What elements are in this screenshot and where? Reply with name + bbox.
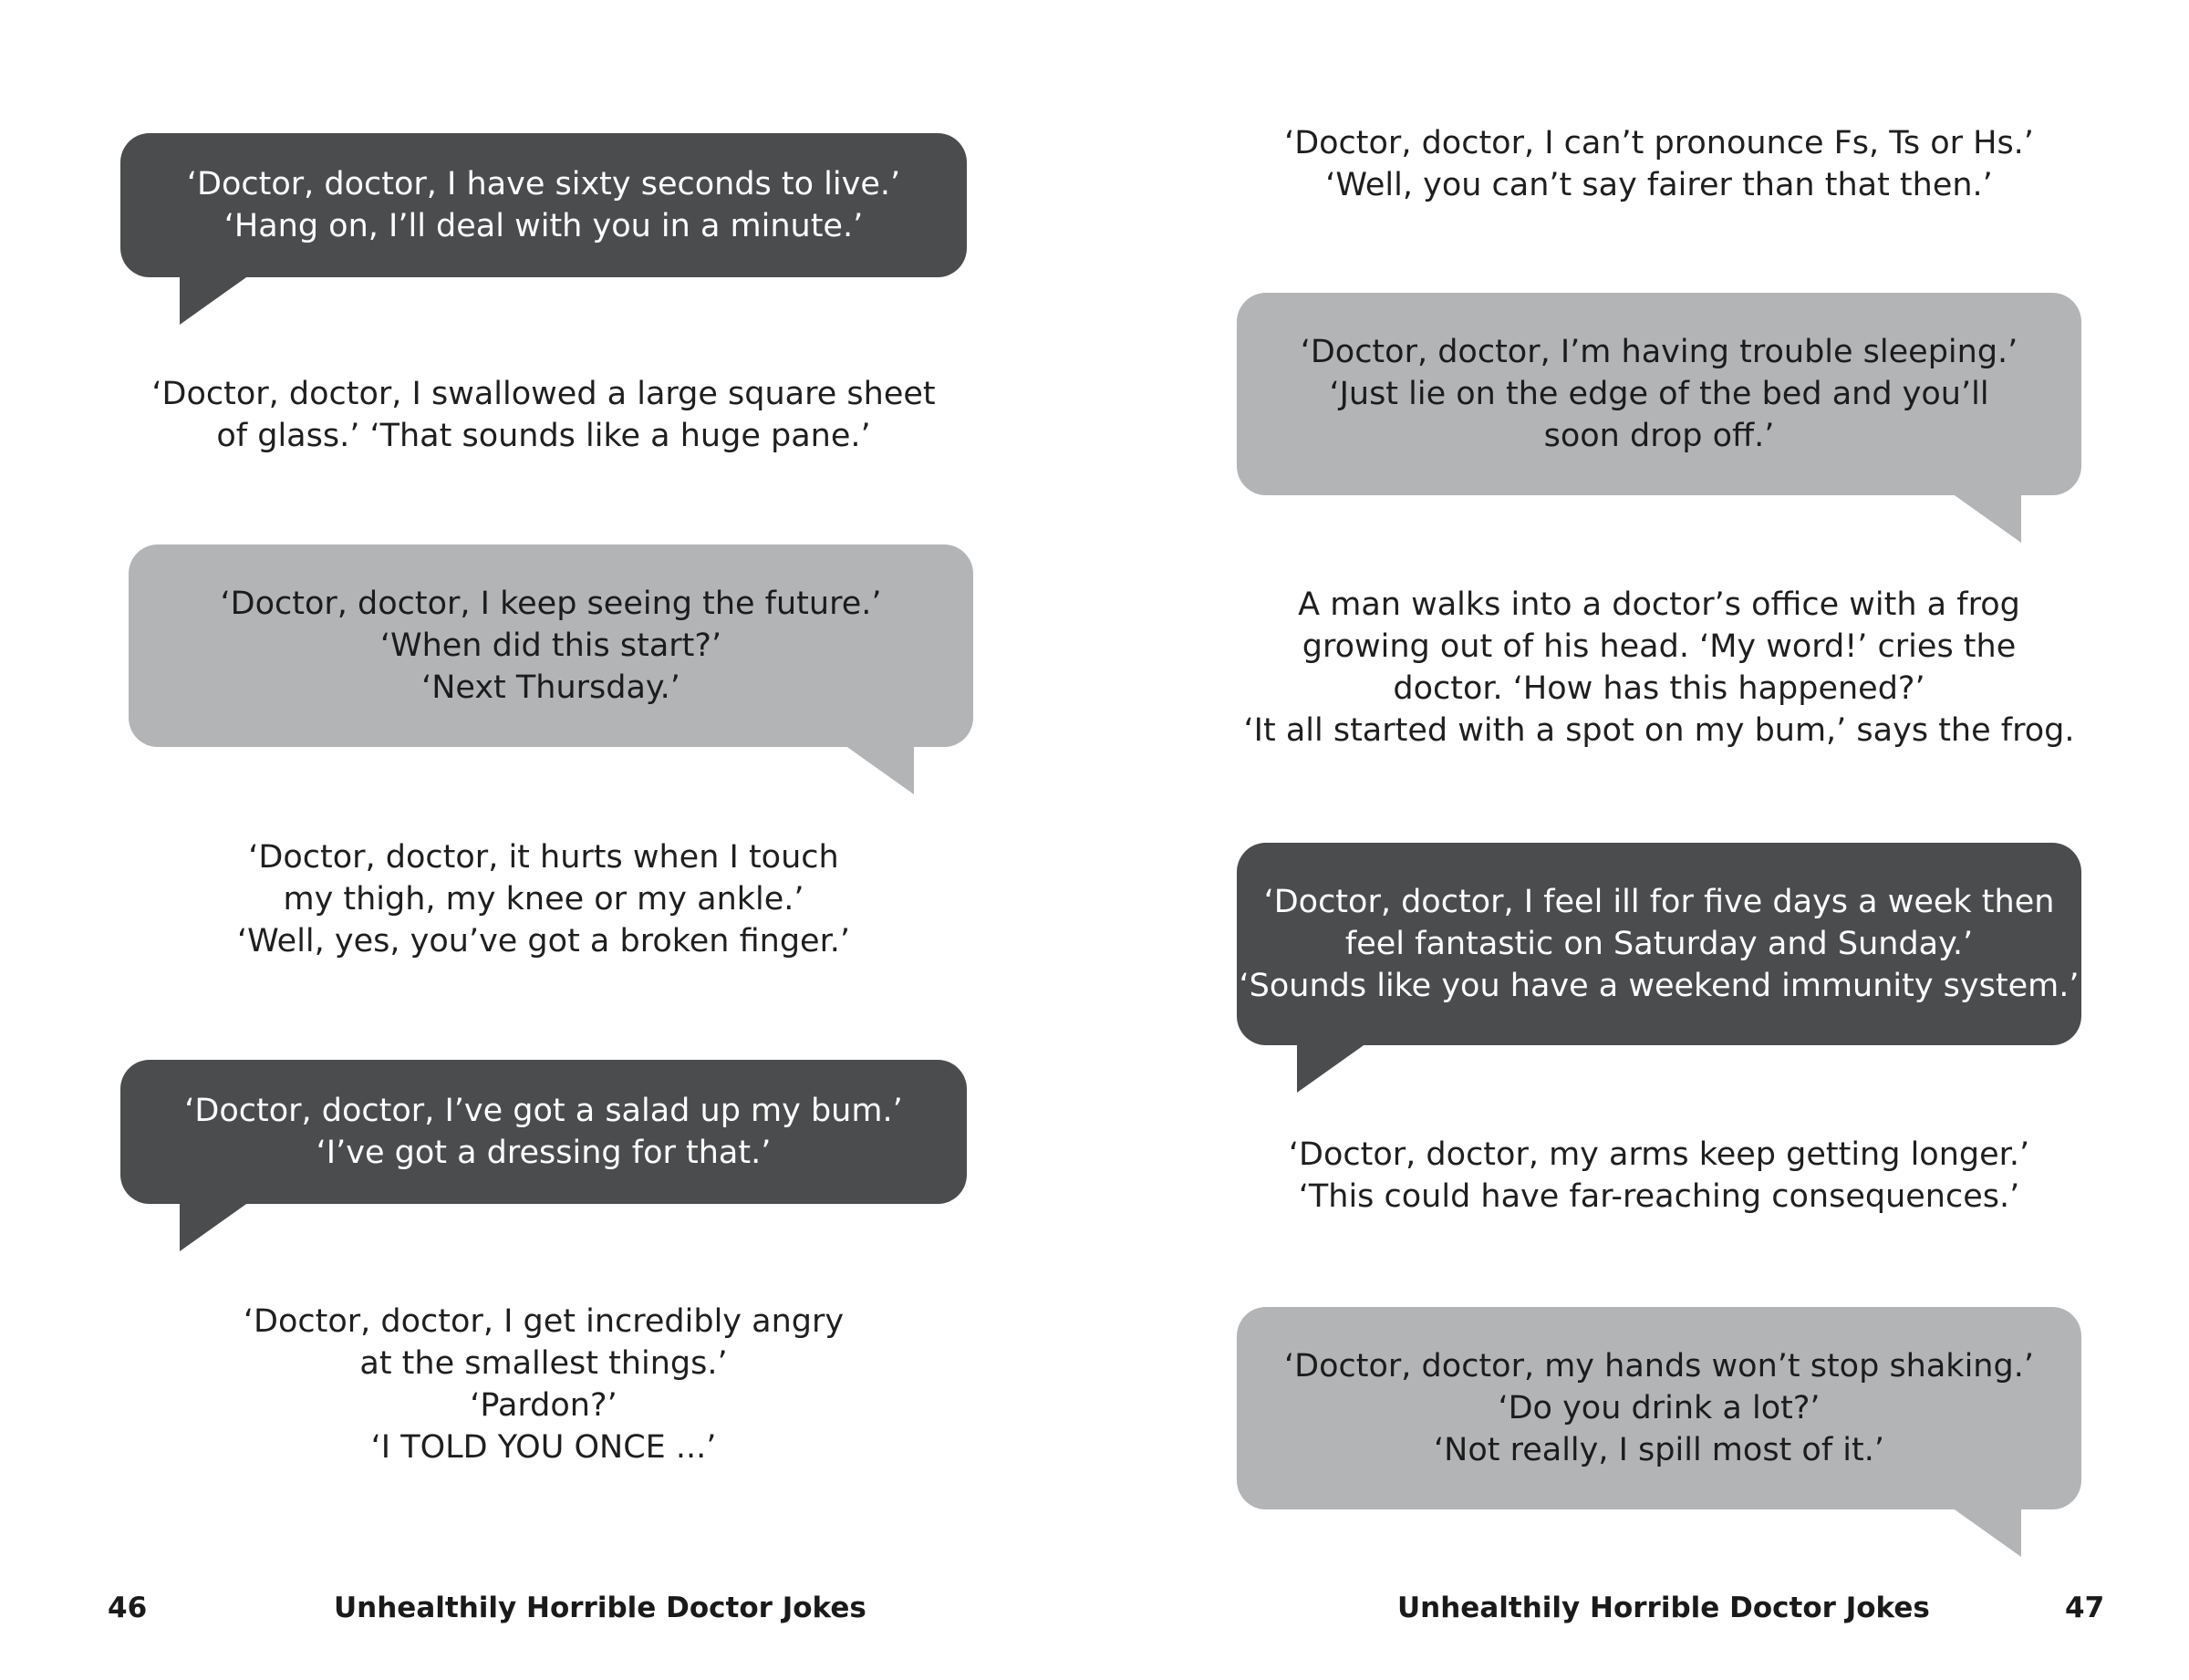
page-number: 47 [2065,1592,2105,1624]
joke-line: ‘Doctor, doctor, I’m having trouble sleeping.’ [1300,334,2018,370]
joke-line: ‘Doctor, doctor, it hurts when I touch [248,839,839,876]
speech-tail [180,275,249,325]
joke-line: ‘Doctor, doctor, I feel ill for five days a week then [1263,884,2055,920]
joke-text-4 [120,830,967,969]
joke-bubble-12 [1237,1307,2081,1509]
joke-text-2 [120,365,967,465]
joke-text-11 [1236,1125,2082,1226]
joke-line: ‘Pardon?’ [470,1387,617,1424]
joke-line: ‘It all started with a spot on my bum,’ says the frog. [1243,712,2075,749]
joke-line: ‘Hang on, I’ll deal with you in a minute.’ [223,208,864,244]
joke-line: ‘Doctor, doctor, I have sixty seconds to live.’ [186,166,901,202]
joke-line: of glass.’ ‘That sounds like a huge pane.’ [216,418,871,454]
joke-line: ‘Well, you can’t say fairer than that then.’ [1325,167,1993,203]
speech-tail [845,745,914,794]
joke-line: ‘Well, yes, you’ve got a broken finger.’ [236,923,851,959]
joke-bubble-8 [1237,293,2081,495]
left-page [0,0,1094,1680]
joke-line: ‘Doctor, doctor, I’ve got a salad up my bum.’ [184,1093,903,1129]
running-title: Unhealthily Horrible Doctor Jokes [334,1592,866,1624]
joke-line: soon drop off.’ [1543,418,1775,454]
speech-tail [1952,1508,2021,1557]
joke-line: ‘When did this start?’ [379,627,722,664]
speech-tail [1297,1043,1366,1093]
joke-bubble-3 [129,544,973,747]
joke-line: ‘Doctor, doctor, my hands won’t stop shaking.’ [1284,1348,2034,1384]
running-title: Unhealthily Horrible Doctor Jokes [1397,1592,1930,1624]
joke-line: growing out of his head. ‘My word!’ cries the [1302,628,2017,665]
joke-bubble-1 [120,133,967,277]
joke-line: ‘Doctor, doctor, I can’t pronounce Fs, Ts or Hs.’ [1284,125,2034,161]
joke-line: ‘Doctor, doctor, my arms keep getting longer.’ [1288,1136,2030,1173]
joke-text-6 [120,1293,967,1476]
joke-line: ‘Doctor, doctor, I keep seeing the future.’ [220,586,882,622]
right-page [1094,0,2189,1680]
joke-line: ‘Not really, I spill most of it.’ [1434,1432,1884,1468]
joke-line: ‘Next Thursday.’ [421,669,680,706]
joke-line: doctor. ‘How has this happened?’ [1393,670,1925,707]
joke-line: my thigh, my knee or my ankle.’ [283,881,804,918]
joke-line: ‘Just lie on the edge of the bed and you’ll [1329,376,1989,412]
joke-line: feel fantastic on Saturday and Sunday.’ [1344,926,1974,962]
joke-line: ‘This could have far-reaching consequences.’ [1298,1178,2020,1215]
joke-text-9 [1236,576,2082,759]
joke-line: at the smallest things.’ [359,1345,728,1382]
joke-bubble-10 [1237,843,2081,1045]
joke-line: ‘Sounds like you have a weekend immunity system.’ [1239,968,2080,1004]
speech-tail [1952,493,2021,543]
joke-line: ‘Doctor, doctor, I get incredibly angry [243,1303,845,1340]
joke-bubble-5 [120,1060,967,1204]
speech-tail [180,1202,249,1251]
joke-line: ‘Doctor, doctor, I swallowed a large square sheet [151,376,936,412]
page-number: 46 [108,1592,148,1624]
joke-text-7 [1236,114,2082,214]
joke-line: ‘I TOLD YOU ONCE ...’ [370,1429,717,1466]
joke-line: ‘Do you drink a lot?’ [1498,1390,1821,1426]
joke-line: ‘I’ve got a dressing for that.’ [316,1135,772,1171]
joke-line: A man walks into a doctor’s office with a frog [1298,586,2020,623]
